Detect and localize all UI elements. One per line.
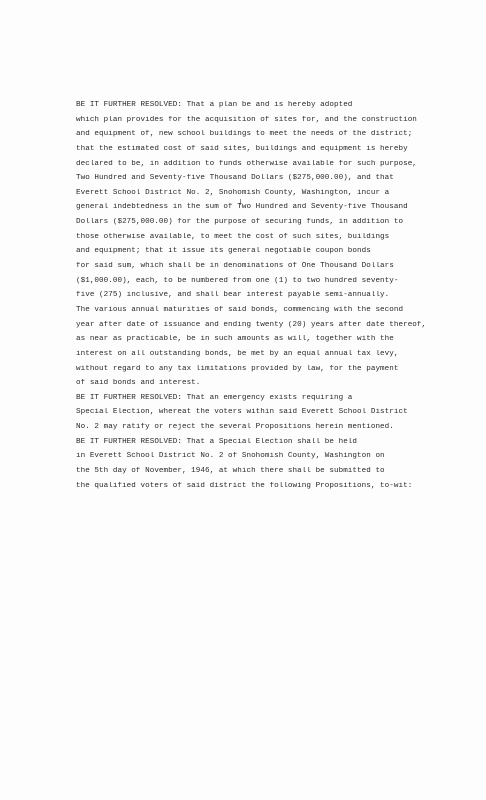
text-line: BE IT FURTHER RESOLVED: That a plan be and is hereby adopted <box>76 101 353 109</box>
text-line: those otherwise available, to meet the cost of such sites, buildings <box>76 232 390 241</box>
text-line: without regard to any tax limitations provided by law, for the payment <box>76 364 399 373</box>
text-line: Two Hundred and Seventy-five Thousand Dollars ($275,000.00), and that <box>76 174 394 183</box>
text-line: interest on all outstanding bonds, be met by an equal annual tax levy, <box>76 349 399 358</box>
text-line: general indebtedness in the sum of Two Hundred and Seventy-five Thousand <box>76 203 408 212</box>
text-line: of said bonds and interest. <box>76 379 201 388</box>
paragraph-1 <box>76 98 427 391</box>
text-line: No. 2 may ratify or reject the several Propositions herein mentioned. <box>76 423 394 432</box>
text-line: for said sum, which shall be in denominations of One Thousand Dollars <box>76 262 394 271</box>
text-line: Dollars ($275,000.00) for the purpose of securing funds, in addition to <box>76 218 404 227</box>
text-line: and equipment of, new school buildings to meet the needs of the district; <box>76 130 413 139</box>
text-line: the 5th day of November, 1946, at which there shall be submitted to <box>76 467 385 476</box>
text-line: as near as practicable, be in such amounts as will, together with the <box>76 335 394 344</box>
text-line: year after date of issuance and ending twenty (20) years after date thereof, <box>76 320 427 329</box>
text-line: ($1,000.00), each, to be numbered from one (1) to two hundred seventy- <box>76 276 399 285</box>
text-line: in Everett School District No. 2 of Snohomish County, Washington on <box>76 452 385 461</box>
resolution-text <box>76 98 427 493</box>
text-line: BE IT FURTHER RESOLVED: That a Special Election shall be held <box>76 437 358 446</box>
text-line: declared to be, in addition to funds otherwise available for such purpose, <box>76 159 417 168</box>
text-line: the qualified voters of said district the following Propositions, to-wit: <box>76 481 413 490</box>
text-line: Special Election, whereat the voters within said Everett School District <box>76 408 408 417</box>
text-line: five (275) inclusive, and shall bear interest payable semi-annually. <box>76 291 390 300</box>
text-line: Everett School District No. 2, Snohomish County, Washington, incur a <box>76 188 390 197</box>
paragraph-3 <box>76 435 416 494</box>
text-line: BE IT FURTHER RESOLVED: That an emergency exists requiring a <box>76 393 353 402</box>
text-line: The various annual maturities of said bonds, commencing with the second <box>76 305 404 314</box>
text-line: and equipment; that it issue its general negotiable coupon bonds <box>76 247 371 256</box>
paragraph-2 <box>76 391 416 435</box>
text-line: which plan provides for the acquisition of sites for, and the construction <box>76 115 417 124</box>
text-line: that the estimated cost of said sites, buildings and equipment is hereby <box>76 144 408 153</box>
